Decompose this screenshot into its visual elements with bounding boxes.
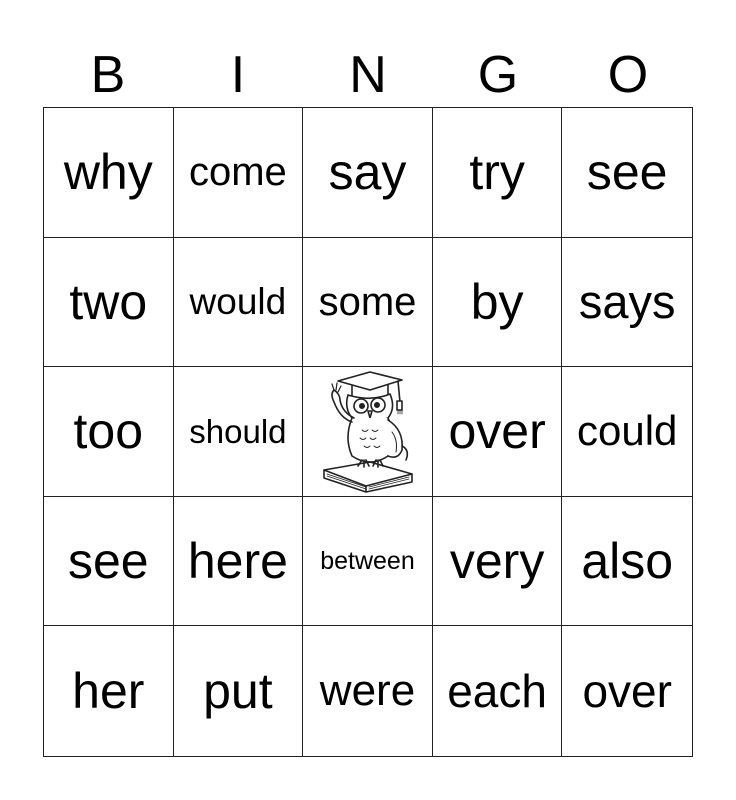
cell-word: should (189, 412, 287, 450)
cell-word: why (63, 144, 153, 201)
cell-word: come (188, 150, 287, 195)
bingo-cell[interactable] (433, 626, 563, 756)
cell-word: over (582, 665, 672, 718)
header-letter-i: I (230, 46, 246, 104)
bingo-cell[interactable] (174, 367, 304, 497)
bingo-cell[interactable] (433, 497, 563, 627)
cell-word: some (318, 279, 417, 324)
cell-word: two (69, 273, 148, 330)
bingo-cell[interactable] (433, 238, 563, 368)
cell-word: were (319, 666, 416, 716)
cell-word: put (203, 663, 273, 720)
bingo-cell[interactable] (303, 238, 433, 368)
bingo-header (43, 44, 693, 106)
cell-word: says (578, 275, 676, 329)
owl-with-graduation-cap-on-book-icon (318, 368, 416, 494)
cell-word: here (187, 533, 288, 590)
bingo-cell[interactable] (303, 497, 433, 627)
cell-word: between (320, 546, 415, 575)
bingo-cell[interactable] (44, 497, 174, 627)
bingo-cell[interactable] (562, 108, 692, 238)
bingo-cell[interactable] (562, 626, 692, 756)
cell-word: say (328, 144, 407, 201)
cell-word: by (470, 273, 524, 330)
header-letter-n: N (349, 46, 387, 104)
cell-word: try (469, 144, 525, 201)
cell-word: see (67, 533, 149, 590)
cell-word: too (73, 403, 144, 460)
bingo-cell[interactable] (174, 497, 304, 627)
cell-word: see (586, 144, 668, 201)
bingo-cell[interactable] (44, 626, 174, 756)
bingo-card-grid (43, 107, 693, 757)
bingo-cell[interactable] (174, 108, 304, 238)
bingo-cell[interactable] (433, 108, 563, 238)
header-letter-b: B (90, 46, 126, 104)
header-letter-o: O (607, 46, 649, 104)
cell-word: very (449, 533, 545, 590)
cell-word: over (448, 403, 546, 460)
bingo-cell[interactable] (562, 497, 692, 627)
bingo-cell[interactable] (44, 108, 174, 238)
cell-word: would (189, 281, 287, 323)
bingo-cell[interactable] (174, 238, 304, 368)
bingo-cell[interactable] (44, 238, 174, 368)
bingo-cell[interactable] (44, 367, 174, 497)
cell-word: could (576, 407, 678, 455)
cell-word: each (447, 665, 547, 718)
cell-word: her (72, 663, 145, 720)
bingo-cell[interactable] (562, 238, 692, 368)
bingo-cell[interactable] (174, 626, 304, 756)
cell-word: also (581, 533, 674, 590)
bingo-cell[interactable] (303, 626, 433, 756)
header-letter-g: G (477, 46, 519, 104)
bingo-cell[interactable] (562, 367, 692, 497)
free-space-cell[interactable] (303, 367, 433, 497)
bingo-cell[interactable] (303, 108, 433, 238)
bingo-cell[interactable] (433, 367, 563, 497)
